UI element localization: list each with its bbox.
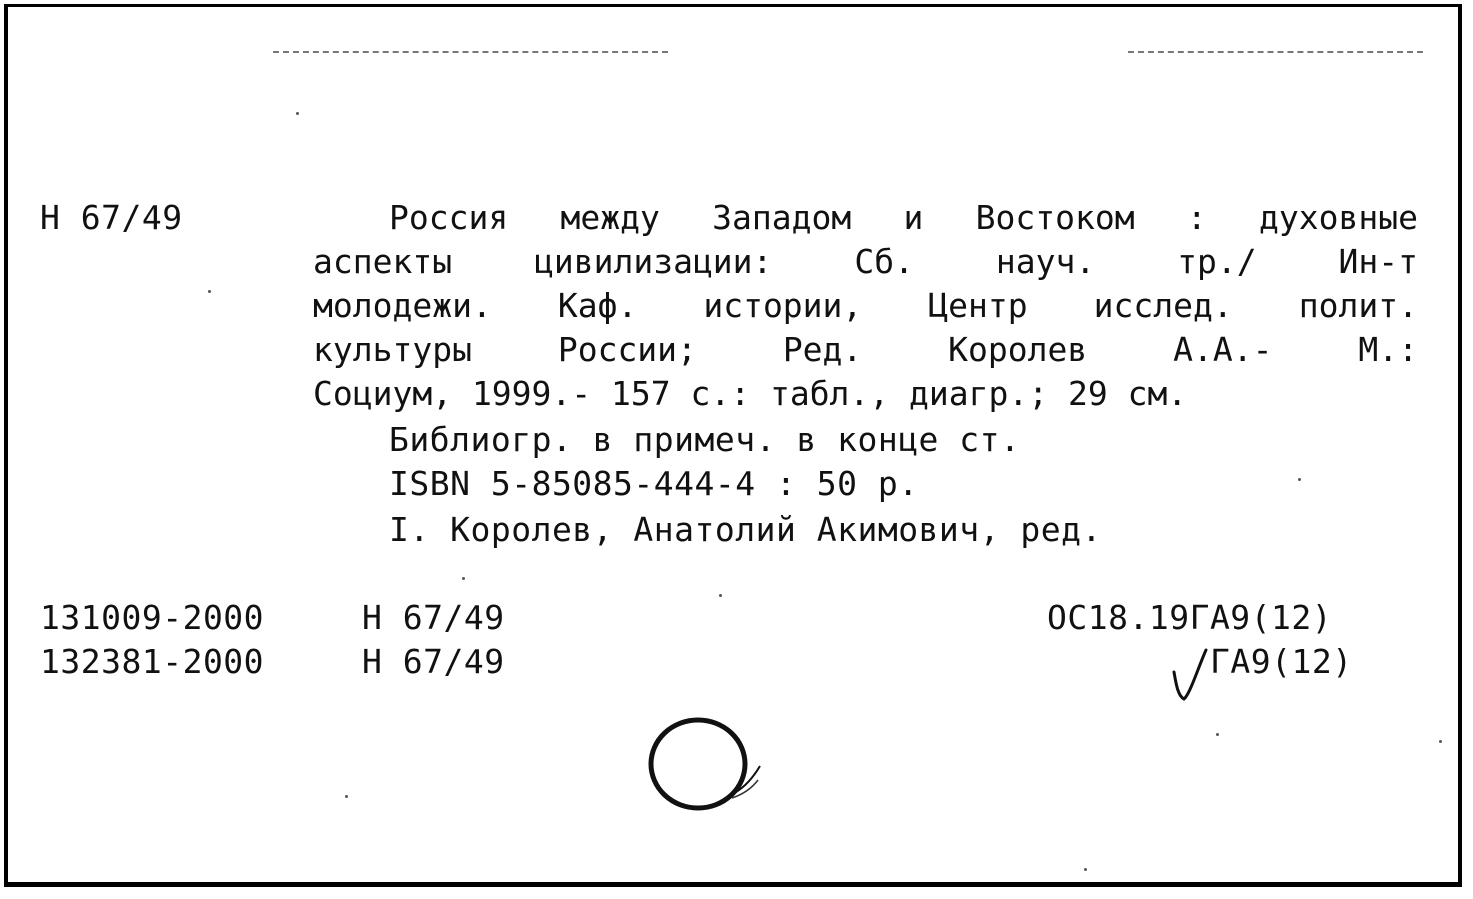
top-dashed-rule-right	[1128, 51, 1423, 53]
holding-shelf-mark-2: Н 67/49	[362, 642, 505, 681]
bibliography-note: Библиогр. в примеч. в конце ст.	[389, 420, 1021, 459]
speck	[208, 290, 211, 293]
top-dashed-rule-left	[273, 51, 668, 53]
title-line-3: молодежи. Каф. истории, Центр исслед. полит.	[313, 286, 1418, 325]
speck	[1216, 733, 1219, 736]
handwritten-check-icon	[1168, 644, 1212, 704]
speck	[1439, 740, 1442, 743]
speck	[719, 594, 722, 597]
isbn-note: ISBN 5-85085-444-4 : 50 р.	[389, 464, 919, 503]
title-line-2: аспекты цивилизации: Сб. науч. тр./ Ин-т	[313, 242, 1418, 281]
circle-stamp-icon	[640, 710, 770, 820]
title-line-4: культуры России; Ред. Королев А.А.- М.:	[313, 330, 1418, 369]
inventory-number-2: 132381-2000	[40, 642, 265, 681]
classification-code-2: ГА9(12)	[1210, 642, 1353, 681]
speck	[345, 795, 348, 798]
shelf-mark: Н 67/49	[40, 198, 183, 237]
speck	[1084, 868, 1087, 871]
title-line-1: Россия между Западом и Востоком : духовные	[389, 198, 1418, 237]
speck	[462, 577, 465, 580]
speck	[1298, 478, 1301, 481]
holding-shelf-mark-1: Н 67/49	[362, 598, 505, 637]
editor-entry: I. Королев, Анатолий Акимович, ред.	[389, 510, 1102, 549]
title-line-5: Социум, 1999.- 157 с.: табл., диагр.; 29 см.	[313, 374, 1188, 413]
inventory-number-1: 131009-2000	[40, 598, 265, 637]
classification-code-1: ОС18.19ГА9(12)	[1047, 598, 1333, 637]
speck	[296, 112, 299, 115]
